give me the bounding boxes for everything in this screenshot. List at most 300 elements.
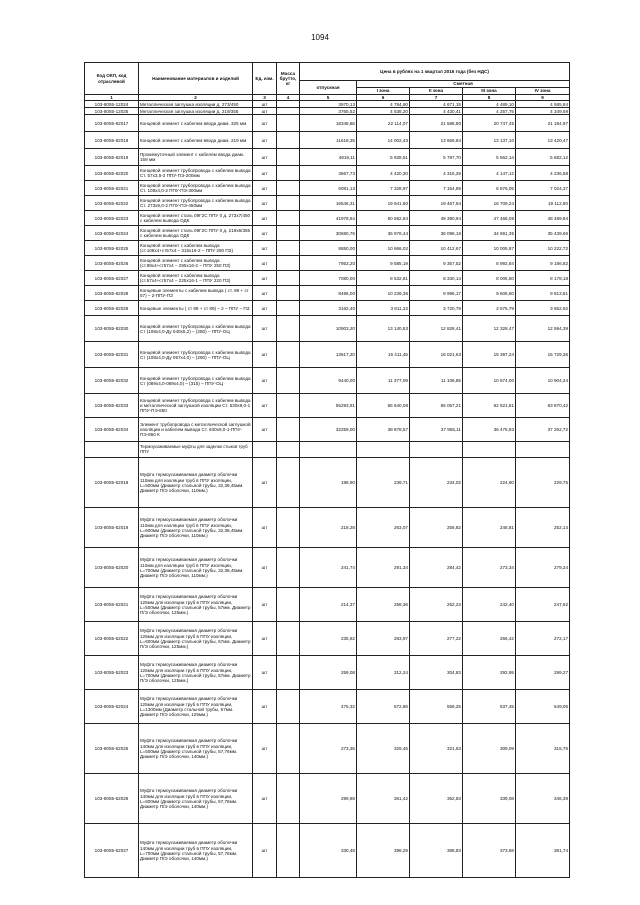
cell-unit: шт [253,226,277,241]
header-zone-1: I зона [357,88,410,95]
index-cell: 5 [300,95,357,101]
cell-unit: шт [253,394,277,418]
cell-mass [277,226,300,241]
cell-name: Муфта термоусаживаемая диаметр оболочки 125мм для изоляции труб в ППУ изоляции, L=500мм (Диаметр стальной трубы, 57мм. Диаметр П/Э оболочки, 125мм.) [139,588,253,622]
cell-unit: шт [253,108,277,115]
cell-release-price: 7080,00 [300,271,357,286]
cell-zone-2-price: 9 357,52 [410,256,463,271]
table-row [85,196,570,211]
cell-zone-1-price: 66 640,08 [357,394,410,418]
cell-mass [277,548,300,588]
cell-mass [277,271,300,286]
cell-mass [277,196,300,211]
cell-code: 103-8055-82026 [85,256,139,271]
cell-code: 103-8055-82020 [85,166,139,181]
cell-mass [277,458,300,508]
cell-name: Концевой элемент с кабелем вывода (ст.108х4+ст57х4 – 315х16-2 – ППУ 280 ПЗ) [139,241,253,256]
cell-code: 103-8055-52025 [85,724,139,774]
table-row [85,690,570,724]
section-row [85,442,570,458]
cell-zone-2-price: 7 154,89 [410,181,463,196]
table-row [85,622,570,656]
cell-zone-2-price: 234,02 [410,458,463,508]
cell-zone-4-price: 3 652,92 [516,301,570,316]
cell-code: 103-8055-12025 [85,108,139,115]
header-name: Наименование материалов и изделий [139,63,253,95]
cell-name: Муфта термоусаживаемая диаметр оболочки 140мм для изоляции труб в ППУ изоляции, L=600мм (Диаметр стальной трубы, 57,76мм. Диаметр П/Э оболочки, 140мм.) [139,774,253,824]
cell-zone-1-price: 398,29 [357,824,410,878]
cell-zone-3-price: 3 575,79 [463,301,516,316]
table-row [85,508,570,548]
cell-release-price: 273,36 [300,724,357,774]
table-row [85,774,570,824]
cell-release-price: 214,37 [300,588,357,622]
cell-unit: шт [253,418,277,442]
cell-release-price: 55293,91 [300,394,357,418]
cell-release-price: 6081,13 [300,181,357,196]
cell-name: Концевой элемент с кабелем ввода диам. 325 мм [139,115,253,132]
cell-code: 103-8055-82027 [85,271,139,286]
cell-zone-3-price: 246,81 [463,508,516,548]
cell-name: Муфта термоусаживаемая диаметр оболочки 140мм для изоляции труб в ППУ изоляции, L=500мм (Диаметр стальной трубы, 57,76мм. Диаметр П/Э оболочки, 140мм.) [139,724,253,774]
table-body [85,101,570,878]
cell-mass [277,342,300,368]
cell-mass [277,211,300,226]
cell-mass [277,690,300,724]
cell-zone-3-price: 13 137,10 [463,132,516,149]
header-zone-2: II зона [410,88,463,95]
cell-release-price: 235,62 [300,622,357,656]
cell-mass [277,588,300,622]
cell-zone-2-price: 65 057,21 [410,394,463,418]
cell-zone-3-price: 4 147,12 [463,166,516,181]
cell-zone-1-price: 36 976,44 [357,226,410,241]
cell-zone-4-price: 346,39 [516,774,570,824]
cell-unit: шт [253,211,277,226]
cell-unit: шт [253,196,277,211]
header-estimate: Сметная [357,81,570,88]
cell-zone-1-price: 8 532,81 [357,271,410,286]
cell-code: 103-8055-82030 [85,316,139,342]
cell-unit: шт [253,458,277,508]
cell-zone-1-price: 16 411,45 [357,342,410,368]
table-row [85,368,570,394]
cell-zone-3-price: 12 328,47 [463,316,516,342]
cell-mass [277,241,300,256]
cell-zone-4-price: 12 594,39 [516,316,570,342]
cell-name: Концевые элементы ( ст 89 + ст 89) – 2 – ППУ – ПЗ [139,301,253,316]
cell-name: Концевой элемент трубопровода с кабелем вывода Ст (108х4,0-Ду 057х4,0) – (280) – ППУ-ОЦ [139,342,253,368]
cell-zone-3-price: 34 691,35 [463,226,516,241]
cell-unit: шт [253,286,277,301]
cell-release-price: 241,74 [300,548,357,588]
cell-name: Металлическая заглушка изоляции д. 219/355 [139,108,253,115]
cell-zone-2-price: 284,42 [410,548,463,588]
cell-mass [277,286,300,301]
cell-mass [277,101,300,108]
table-row [85,108,570,115]
index-cell: 3 [253,95,277,101]
table-row [85,724,570,774]
cell-zone-4-price: 381,74 [516,824,570,878]
cell-unit: шт [253,342,277,368]
cell-zone-4-price: 272,17 [516,622,570,656]
cell-zone-4-price: 48 489,94 [516,211,570,226]
cell-release-price: 3765,52 [300,108,357,115]
cell-release-price: 218,28 [300,508,357,548]
cell-name: Муфта термоусаживаемая диаметр оболочки 125мм для изоляции труб в ППУ изоляции, L=600мм (Диаметр стальной трубы, 57мм. Диаметр П/Э оболочки, 125мм.) [139,622,253,656]
cell-zone-1-price: 361,42 [357,774,410,824]
cell-zone-4-price: 19 112,80 [516,196,570,211]
cell-release-price: 8496,00 [300,286,357,301]
table-row [85,342,570,368]
header-zone-4: IV зона [516,88,570,95]
cell-zone-4-price: 10 222,72 [516,241,570,256]
cell-name: Муфта термоусаживаемая диаметр оболочки 125мм для изоляции труб в ППУ изоляции, L=1300мм (Диаметр стальной трубы, 57мм. Диаметр П/Э оболочки, 125мм.) [139,690,253,724]
cell-zone-1-price: 4 420,30 [357,166,410,181]
cell-mass [277,166,300,181]
cell-zone-1-price: 4 784,60 [357,101,410,108]
cell-code: 103-8055-82034 [85,418,139,442]
cell-zone-1-price: 14 002,43 [357,132,410,149]
cell-zone-4-price: 9 813,81 [516,286,570,301]
cell-unit: шт [253,115,277,132]
cell-zone-2-price: 304,83 [410,656,463,690]
table-row [85,458,570,508]
cell-zone-3-price: 4 257,75 [463,108,516,115]
cell-release-price: 3667,73 [300,166,357,181]
cell-zone-3-price: 292,95 [463,656,516,690]
cell-zone-2-price: 4 430,41 [410,108,463,115]
cell-name: Промежуточный элемент с кабелем ввода диам. 159 мм [139,149,253,166]
cell-unit: шт [253,588,277,622]
cell-zone-1-price: 3 811,32 [357,301,410,316]
cell-mass [277,394,300,418]
cell-unit: шт [253,824,277,878]
table-row [85,132,570,149]
cell-zone-3-price: 10 674,00 [463,368,516,394]
cell-zone-4-price: 35 439,66 [516,226,570,241]
cell-mass [277,256,300,271]
cell-code: 103-8055-52023 [85,656,139,690]
cell-mass [277,724,300,774]
cell-zone-3-price: 36 475,93 [463,418,516,442]
cell-release-price: 3162,40 [300,301,357,316]
cell-code: 103-8055-82023 [85,211,139,226]
index-cell: 1 [85,95,139,101]
cell-code: 103-8055-82017 [85,115,139,132]
cell-zone-1-price: 239,71 [357,458,410,508]
table-row [85,824,570,878]
cell-code: 103-8055-12024 [85,101,139,108]
cell-zone-4-price: 5 682,12 [516,149,570,166]
index-cell: 6 [357,95,410,101]
cell-code: 103-8055-82031 [85,342,139,368]
cell-unit: шт [253,132,277,149]
cell-name: Концевой элемент сталь 09Г2С ППУ 0 д. 219х6/355 с кабелем вывода ОДК [139,226,253,241]
cell-zone-4-price: 8 178,18 [516,271,570,286]
cell-unit: шт [253,241,277,256]
cell-zone-3-price: 339,08 [463,774,516,824]
cell-zone-4-price: 21 194,97 [516,115,570,132]
cell-zone-2-price: 252,23 [410,588,463,622]
cell-release-price: 330,48 [300,824,357,878]
cell-zone-1-price: 50 592,84 [357,211,410,226]
cell-release-price: 198,90 [300,458,357,508]
table-row [85,418,570,442]
cell-zone-4-price: 7 024,37 [516,181,570,196]
cell-release-price: 16546,31 [300,196,357,211]
cell-unit: шт [253,301,277,316]
cell-name: Концевые элементы с кабелем вывода ( ст. 89 + ст 57) – 2-ППУ-ПЗ [139,286,253,301]
cell-unit: шт [253,724,277,774]
cell-unit: шт [253,181,277,196]
cell-release-price: 3970,13 [300,101,357,108]
table-row [85,301,570,316]
cell-release-price: 9440,00 [300,368,357,394]
cell-name: Муфта термоусаживаемая диаметр оболочки 110мм для изоляции труб в ППУ изоляции, L=700мм (Диаметр стальной трубы, 32,38,45мм. Диаметр П/Э оболочки, 110мм.) [139,548,253,588]
cell-zone-3-price: 537,45 [463,690,516,724]
cell-zone-2-price: 36 098,16 [410,226,463,241]
cell-name: Концевой элемент трубопровода с кабелем вывода Ст (089х4,0-089х4,0) – (315) – ППУ-ОЦ [139,368,253,394]
table-row [85,286,570,301]
cell-zone-2-price: 13 669,84 [410,132,463,149]
table-row [85,256,570,271]
cell-zone-1-price: 7 328,97 [357,181,410,196]
cell-unit: шт [253,271,277,286]
cell-zone-3-price [463,442,516,458]
cell-name: Концевой элемент с кабелем ввода диам. 219 мм [139,132,253,149]
cell-name: Концевой элемент сталь 09Г2С ППУ 0 д. 273х7/450 с кабелем вывода ОДК [139,211,253,226]
cell-name: Термоусаживаемые муфты для заделки стыков труб ППУ [139,442,253,458]
cell-zone-4-price: 37 262,72 [516,418,570,442]
cell-mass [277,824,300,878]
table-row [85,588,570,622]
cell-name: Муфта термоусаживаемая диаметр оболочки 110мм для изоляции труб в ППУ изоляции, L=500мм (Диаметр стальной трубы, 32,38,45мм. Диаметр П/Э оболочки, 110мм.) [139,458,253,508]
cell-mass [277,508,300,548]
cell-zone-2-price: 321,63 [410,724,463,774]
cell-zone-4-price: 4 236,58 [516,166,570,181]
cell-mass [277,181,300,196]
cell-zone-4-price: 315,76 [516,724,570,774]
cell-mass [277,316,300,342]
cell-zone-4-price [516,442,570,458]
table-row [85,241,570,256]
cell-zone-2-price: 388,83 [410,824,463,878]
cell-zone-3-price: 273,34 [463,548,516,588]
cell-zone-1-price: 312,24 [357,656,410,690]
cell-zone-4-price: 252,14 [516,508,570,548]
cell-name: Элемент трубопровода с металлической заглушкой изоляции и кабелем вывода Ст. 630х9,0-1-ППУ-ПЭ-850 К [139,418,253,442]
cell-zone-2-price: 49 390,94 [410,211,463,226]
cell-mass [277,149,300,166]
cell-zone-2-price: 10 412,67 [410,241,463,256]
cell-code: 103-8055-82024 [85,226,139,241]
cell-zone-4-price: 229,75 [516,458,570,508]
cell-release-price: 30680,76 [300,226,357,241]
cell-zone-4-price: 63 870,42 [516,394,570,418]
cell-code: 103-8055-52021 [85,588,139,622]
table-row [85,149,570,166]
cell-unit: шт [253,656,277,690]
cell-name: Концевой элемент трубопровода с кабелем вывода Ст. 273х9,0-2 ППУ-ПЭ-450мм [139,196,253,211]
cell-zone-3-price: 309,09 [463,724,516,774]
cell-release-price: 259,08 [300,656,357,690]
header-release: отпускная [300,81,357,95]
cell-mass [277,108,300,115]
table-row [85,226,570,241]
cell-mass [277,132,300,149]
cell-release-price: 8850,00 [300,241,357,256]
cell-release-price: 4919,11 [300,149,357,166]
cell-mass [277,774,300,824]
cell-zone-1-price: 329,45 [357,724,410,774]
cell-zone-3-price: 47 466,08 [463,211,516,226]
cell-zone-1-price: 22 114,07 [357,115,410,132]
cell-zone-1-price: 258,36 [357,588,410,622]
cell-release-price: 7953,20 [300,256,357,271]
cell-zone-3-price: 15 397,24 [463,342,516,368]
header-code: Код ОКП, код отраслевой [85,63,139,95]
cell-zone-2-price: 4 671,15 [410,101,463,108]
cell-zone-2-price: 256,82 [410,508,463,548]
cell-zone-3-price: 8 992,84 [463,256,516,271]
cell-zone-1-price: 11 377,09 [357,368,410,394]
cell-zone-3-price: 62 521,81 [463,394,516,418]
cell-zone-2-price: 21 588,80 [410,115,463,132]
table-row [85,394,570,418]
cell-name: Концевой элемент трубопровода с кабелем вывода и металлической заглушкой изоляции Ст. 530х9,0-1 ППУ-ПЭ-850 [139,394,253,418]
cell-zone-4-price: 4 349,59 [516,108,570,115]
cell-name: Муфта термоусаживаемая диаметр оболочки 125мм для изоляции труб в ППУ изоляции, L=700мм (Диаметр стальной трубы, 57мм. Диаметр П/Э оболочки, 125мм.) [139,656,253,690]
cell-unit: шт [253,690,277,724]
cell-zone-1-price: 4 538,20 [357,108,410,115]
cell-unit: шт [253,149,277,166]
cell-zone-2-price: 12 828,41 [410,316,463,342]
cell-zone-3-price: 10 006,87 [463,241,516,256]
cell-release-price: 18348,86 [300,115,357,132]
cell-unit: шт [253,101,277,108]
table-row [85,211,570,226]
cell-code: 103-8055-82021 [85,181,139,196]
cell-zone-4-price: 13 420,47 [516,132,570,149]
cell-zone-2-price [410,442,463,458]
cell-zone-4-price: 247,62 [516,588,570,622]
cell-zone-3-price: 20 747,45 [463,115,516,132]
cell-unit: шт [253,548,277,588]
cell-zone-3-price: 266,42 [463,622,516,656]
cell-zone-2-price: 4 315,29 [410,166,463,181]
cell-code: 103-8055-82025 [85,241,139,256]
cell-zone-2-price: 19 467,94 [410,196,463,211]
cell-unit: шт [253,774,277,824]
cell-zone-2-price: 3 720,79 [410,301,463,316]
cell-code: 103-8055-82033 [85,394,139,418]
table-row [85,181,570,196]
index-cell: 7 [410,95,463,101]
cell-zone-1-price: 263,07 [357,508,410,548]
cell-zone-1-price: 283,97 [357,622,410,656]
page-number: 1094 [311,33,329,42]
cell-unit: шт [253,368,277,394]
cell-code: 103-8055-52020 [85,548,139,588]
cell-zone-1-price: 5 928,51 [357,149,410,166]
header-zone-3: III зона [463,88,516,95]
cell-zone-4-price: 299,27 [516,656,570,690]
cell-zone-1-price: 9 585,19 [357,256,410,271]
cell-zone-2-price: 5 787,70 [410,149,463,166]
cell-code: 103-8055-82032 [85,368,139,394]
cell-mass [277,622,300,656]
cell-zone-1-price: 291,34 [357,548,410,588]
cell-zone-2-price: 352,83 [410,774,463,824]
cell-zone-3-price: 6 876,05 [463,181,516,196]
cell-zone-3-price: 8 005,50 [463,271,516,286]
cell-mass [277,368,300,394]
cell-unit: шт [253,508,277,548]
cell-unit [253,442,277,458]
cell-zone-3-price: 18 709,24 [463,196,516,211]
cell-name: Концевой элемент трубопровода с кабелем вывода Ст. 108х4,0-2 ППУ-ПЭ-300мм [139,181,253,196]
cell-release-price: 475,32 [300,690,357,724]
cell-zone-1-price: 10 666,02 [357,241,410,256]
cell-zone-1-price: 19 941,60 [357,196,410,211]
table-row [85,316,570,342]
cell-release-price: 41978,64 [300,211,357,226]
cell-code: 103-8055-82028 [85,286,139,301]
cell-name: Концевой элемент трубопровода с кабелем вывода Ст (108х4,0-Ду 040х5,2) – (280) – ППУ-ОЦ [139,316,253,342]
cell-zone-4-price: 4 585,84 [516,101,570,108]
cell-code: 103-8055-52018 [85,458,139,508]
table-row [85,101,570,108]
cell-zone-1-price: 572,86 [357,690,410,724]
cell-release-price: 11618,35 [300,132,357,149]
cell-zone-3-price: 4 489,10 [463,101,516,108]
index-cell: 2 [139,95,253,101]
cell-code [85,442,139,458]
cell-zone-2-price: 16 021,63 [410,342,463,368]
cell-unit: шт [253,256,277,271]
cell-zone-3-price: 373,68 [463,824,516,878]
cell-zone-3-price: 5 562,14 [463,149,516,166]
cell-zone-2-price: 9 996,17 [410,286,463,301]
price-table [84,62,570,878]
cell-zone-3-price: 242,40 [463,588,516,622]
table-row [85,656,570,690]
cell-code: 103-8055-52026 [85,774,139,824]
table-row [85,166,570,181]
cell-mass [277,442,300,458]
cell-zone-3-price: 9 606,60 [463,286,516,301]
cell-unit: шт [253,622,277,656]
cell-release-price: 13617,20 [300,342,357,368]
cell-zone-2-price: 559,25 [410,690,463,724]
header-unit: Ед. изм. [253,63,277,95]
cell-zone-4-price: 279,24 [516,548,570,588]
cell-mass [277,418,300,442]
cell-code: 103-8055-52024 [85,690,139,724]
cell-zone-1-price: 38 878,57 [357,418,410,442]
cell-name: Муфта термоусаживаемая диаметр оболочки 140мм для изоляции труб в ППУ изоляции, L=700мм (Диаметр стальной трубы, 57,76мм. Диаметр П/Э оболочки, 140мм.) [139,824,253,878]
cell-name: Концевой элемент трубопровода с кабелем вывода Ст. 57х3,5-2 ППУ-ПЭ-200мм [139,166,253,181]
cell-code: 103-8055-82019 [85,149,139,166]
cell-zone-2-price: 277,22 [410,622,463,656]
cell-zone-3-price: 224,90 [463,458,516,508]
cell-zone-2-price: 37 955,11 [410,418,463,442]
table-row [85,115,570,132]
cell-zone-1-price: 10 239,36 [357,286,410,301]
cell-name: Муфта термоусаживаемая диаметр оболочки 110мм для изоляции труб в ППУ изоляции, L=600мм (Диаметр стальной трубы, 32,38,45мм. Диаметр П/Э оболочки, 110мм.) [139,508,253,548]
